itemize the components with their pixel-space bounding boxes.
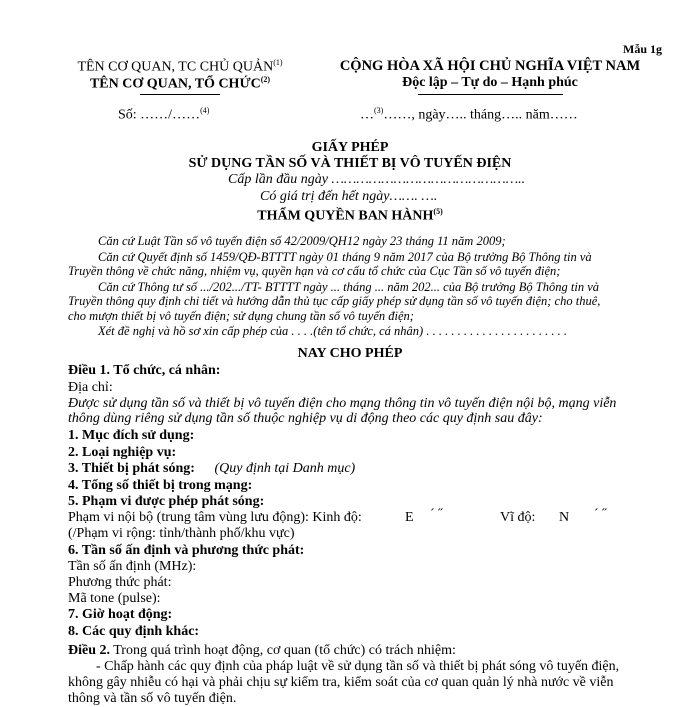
longitude-marks: ´ ˝	[430, 507, 443, 522]
permit-title: GIẤY PHÉP	[311, 140, 389, 155]
address-label: Địa chỉ:	[68, 380, 113, 395]
note-4: (4)	[200, 106, 210, 115]
article-2-rule: thông và tần số vô tuyến điện.	[68, 691, 237, 706]
item-transmitter	[68, 461, 355, 477]
preamble-line: Xét đề nghị và hồ sơ xin cấp phép của . . . .(tên tổ chức, cá nhân) . . . . . . . . . . . . . . . . . . . . . . .	[98, 324, 567, 338]
document-number	[118, 106, 209, 124]
republic-title: CỘNG HÒA XÃ HỘI CHỦ NGHĨA VIỆT NAM	[339, 58, 641, 74]
motto: Độc lập – Tự do – Hạnh phúc	[402, 75, 578, 90]
place-date-text: ……, ngày….. tháng….. năm……	[383, 107, 578, 123]
article-2-intro: Trong quá trình hoạt động, cơ quan (tổ chức) có trách nhiệm:	[110, 643, 456, 658]
issuing-authority	[0, 207, 700, 225]
note-5: (5)	[433, 207, 443, 216]
issuing-authority-text: THẨM QUYỀN BAN HÀNH	[257, 208, 434, 224]
permit-text: thông dùng riêng sử dụng tần số thuộc nghiệp vụ di động theo các quy định sau đây:	[68, 411, 543, 426]
scope-local: Phạm vi nội bộ (trung tâm vùng lưu động): Kinh độ:	[68, 510, 362, 525]
scope-wide: (/Phạm vi rộng: tỉnh/thành phố/khu vực)	[68, 526, 295, 541]
item-service-type: 2. Loại nghiệp vụ:	[68, 445, 177, 460]
grant-heading: NAY CHO PHÉP	[297, 346, 403, 361]
issued-date: Cấp lần đầu ngày ………………………………………..	[228, 172, 526, 187]
place-date-prefix: …	[360, 107, 374, 123]
latitude-label: Vĩ độ:	[500, 510, 536, 525]
article-2-rule: - Chấp hành các quy định của pháp luật về sử dụng tần số và thiết bị phát sóng vô tuyến điện,	[96, 659, 620, 674]
item-broadcast-scope: 5. Phạm vi được phép phát sóng:	[68, 494, 265, 509]
agency-text: TÊN CƠ QUAN, TỔ CHỨC	[89, 76, 261, 92]
item-operating-hours: 7. Giờ hoạt động:	[68, 607, 173, 622]
item-purpose: 1. Mục đích sử dụng:	[68, 428, 195, 443]
valid-until: Có giá trị đến hết ngày……. ….	[260, 189, 438, 204]
note-2: (2)	[260, 75, 271, 84]
preamble-line: cho mượn thiết bị vô tuyến điện; sử dụng chung tần số vô tuyến điện;	[68, 309, 414, 323]
preamble-line: Căn cứ Luật Tần số vô tuyến điện số 42/2009/QH12 ngày 23 tháng 11 năm 2009;	[98, 234, 506, 248]
frequency-label: Tần số ấn định (MHz):	[68, 559, 197, 574]
permit-subtitle: SỬ DỤNG TẦN SỐ VÀ THIẾT BỊ VÔ TUYẾN ĐIỆN	[188, 156, 512, 171]
article-1-heading: Điều 1. Tổ chức, cá nhân:	[68, 363, 221, 378]
agency-underline	[140, 94, 220, 95]
item-device-count: 4. Tổng số thiết bị trong mạng:	[68, 478, 253, 493]
item-transmitter-note: (Quy định tại Danh mục)	[214, 461, 356, 476]
longitude-direction: E	[405, 510, 414, 525]
item-other-rules: 8. Các quy định khác:	[68, 624, 200, 639]
parent-agency-name	[60, 58, 300, 76]
item-transmitter-label: 3. Thiết bị phát sóng:	[68, 461, 195, 476]
note-3: (3)	[374, 106, 384, 115]
form-number: Mẫu 1g	[623, 42, 662, 56]
document-number-text: Số: ……/……	[118, 107, 201, 123]
preamble-line: Căn cứ Thông tư số .../202.../TT- BTTTT ngày ... tháng ... năm 202... của Bộ trưởng Bộ Thông tin và	[98, 280, 600, 294]
tone-code-label: Mã tone (pulse):	[68, 591, 161, 606]
permit-text: Được sử dụng tần số và thiết bị vô tuyến điện cho mạng thông tin vô tuyến điện nội bộ, mạng viễn	[68, 396, 617, 411]
place-date	[360, 106, 578, 124]
preamble-line: Truyền thông về chức năng, nhiệm vụ, quyền hạn và cơ cấu tổ chức của Cục Tần số vô tuyến điện;	[68, 264, 561, 278]
motto-underline	[418, 94, 563, 95]
parent-agency-text: TÊN CƠ QUAN, TC CHỦ QUẢN	[77, 59, 274, 75]
item-frequency: 6. Tần số ấn định và phương thức phát:	[68, 543, 305, 558]
article-2-heading: Điều 2.	[68, 643, 110, 658]
emission-method-label: Phương thức phát:	[68, 575, 172, 590]
note-1: (1)	[273, 58, 283, 67]
agency-name	[60, 75, 300, 93]
preamble-line: Căn cứ Quyết định số 1459/QĐ-BTTTT ngày 01 tháng 9 năm 2017 của Bộ trưởng Bộ Thông tin và	[98, 250, 592, 264]
article-2-rule: không gây nhiễu có hại và phải chịu sự kiểm tra, kiểm soát của cơ quan quản lý nhà nước về viễn	[68, 675, 614, 690]
latitude-marks: ´ ˝	[594, 507, 607, 522]
preamble-line: Truyền thông quy định chi tiết và hướng dẫn thủ tục cấp giấy phép sử dụng tần số vô tuyến điện; cho thuê,	[68, 294, 601, 308]
article-2	[68, 643, 456, 659]
latitude-direction: N	[559, 510, 570, 525]
